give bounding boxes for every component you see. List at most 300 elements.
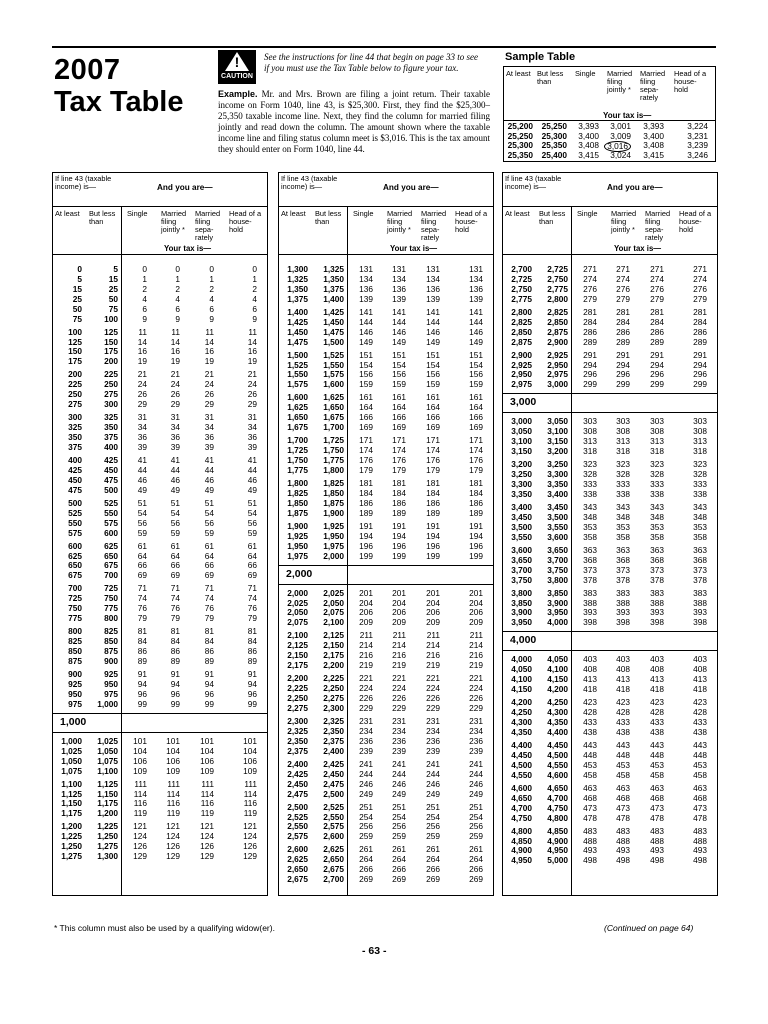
table1-cell-btl: 25 [108, 283, 118, 294]
table3-cell-sg: 276 [583, 283, 597, 294]
table3-cell-hh: 418 [693, 684, 707, 695]
table3-cell-ms: 428 [650, 707, 664, 718]
table1-cell-ms: 91 [204, 669, 214, 679]
table2-cell-ms: 169 [426, 422, 440, 433]
table3-cell-btl: 4,900 [547, 835, 568, 846]
table1-row [52, 799, 267, 808]
table1-row [52, 614, 267, 623]
table3-cell-ms: 393 [650, 607, 664, 618]
table3-cell-sg: 368 [583, 554, 597, 565]
sample-col-single: Single [575, 69, 596, 78]
table3-cell-hh: 428 [693, 707, 707, 718]
table1-cell-btl: 200 [104, 356, 118, 367]
table2-cell-atl: 2,675 [287, 874, 308, 885]
table1-cell-atl: 1,125 [61, 788, 82, 799]
table2-cell-mj: 266 [392, 864, 406, 875]
table3-row [502, 589, 717, 598]
table3-cell-hh: 383 [693, 587, 707, 598]
table1-cell-btl: 1,100 [97, 765, 118, 776]
table1-cell-btl: 1,075 [97, 755, 118, 766]
table1-cell-mj: 119 [166, 808, 180, 819]
table3-cell-hh: 413 [693, 674, 707, 685]
table3-row [502, 308, 717, 317]
table2-cell-btl: 2,125 [323, 630, 344, 641]
table2-cell-sg: 264 [359, 854, 373, 865]
table1-cell-mj: 96 [170, 688, 180, 699]
table3-cell-btl: 4,500 [547, 749, 568, 760]
table1-cell-hh: 16 [247, 346, 257, 357]
table3-cell-ms: 358 [650, 531, 664, 542]
table2-cell-hh: 176 [469, 455, 483, 465]
table3-cell-sg: 498 [583, 855, 597, 866]
table1-cell-btl: 975 [104, 688, 118, 699]
table1-cell-ms: 16 [204, 346, 214, 357]
table3-row [502, 846, 717, 855]
table1-row [52, 443, 267, 452]
table2-row [278, 285, 493, 294]
table1-row [52, 433, 267, 442]
table1-cell-atl: 975 [68, 698, 82, 709]
table3-cell-btl: 4,250 [547, 697, 568, 708]
table2-cell-sg: 246 [359, 778, 373, 789]
table2-cell-sg: 224 [359, 683, 373, 694]
table3-row [502, 655, 717, 664]
table2-cell-mj: 141 [392, 306, 406, 317]
caution-icon: ! CAUTION [218, 50, 256, 84]
table2-cell-btl: 1,800 [323, 464, 344, 475]
table1-cell-atl: 450 [68, 474, 82, 485]
table1-cell-mj: 31 [170, 412, 180, 423]
table2-cell-btl: 1,425 [323, 306, 344, 317]
table2-cell-atl: 2,175 [287, 660, 308, 671]
table3-row [502, 728, 717, 737]
table1-cell-ms: 4 [209, 293, 214, 304]
table2-cell-hh: 261 [469, 844, 483, 855]
table3-cell-sg: 373 [583, 564, 597, 575]
table3-cell-atl: 4,750 [511, 812, 532, 823]
table2-cell-sg: 139 [359, 293, 373, 304]
table2-cell-ms: 166 [426, 412, 440, 423]
table3-cell-atl: 4,550 [511, 769, 532, 780]
table1-cell-atl: 850 [68, 646, 82, 656]
table2-cell-mj: 241 [392, 758, 406, 769]
table2-cell-btl: 2,500 [323, 788, 344, 799]
table3-cell-btl: 3,000 [547, 379, 568, 390]
table3-cell-ms: 468 [650, 792, 664, 803]
table3-cell-hh: 438 [693, 726, 707, 737]
table1-cell-mj: 114 [166, 788, 180, 799]
table3-cell-ms: 284 [650, 316, 664, 327]
table1-cell-sg: 101 [133, 735, 147, 746]
table2-cell-mj: 166 [392, 412, 406, 423]
table1-cell-hh: 51 [247, 497, 257, 508]
table1-row [52, 561, 267, 570]
table1-cell-sg: 99 [137, 698, 147, 709]
table3-cell-atl: 4,200 [511, 697, 532, 708]
table3-row [502, 751, 717, 760]
table3-cell-hh: 318 [693, 446, 707, 457]
table1-cell-atl: 675 [68, 570, 82, 581]
table1-cell-atl: 200 [68, 369, 82, 380]
table2-row [278, 351, 493, 360]
table3-cell-mj: 294 [616, 359, 630, 370]
table3-cell-hh: 343 [693, 502, 707, 512]
table3-cell-btl: 3,800 [547, 574, 568, 585]
table3-cell-mj: 353 [616, 521, 630, 532]
table2-cell-sg: 136 [359, 283, 373, 294]
table2-cell-atl: 1,575 [287, 379, 308, 390]
table3-cell-atl: 2,800 [511, 306, 532, 317]
table1-row [52, 552, 267, 561]
table3-cell-hh: 291 [693, 349, 707, 360]
table3-cell-ms: 318 [650, 446, 664, 457]
table2-cell-mj: 209 [392, 617, 406, 628]
table3-cell-sg: 333 [583, 479, 597, 489]
table1-cell-hh: 29 [247, 399, 257, 410]
table2-cell-hh: 146 [469, 326, 483, 337]
table1-cell-hh: 91 [247, 669, 257, 679]
table2-cell-btl: 1,975 [323, 540, 344, 551]
table3-cell-ms: 493 [650, 845, 664, 856]
table3-cell-ms: 438 [650, 726, 664, 737]
table2-cell-mj: 191 [392, 520, 406, 531]
table1-cell-mj: 56 [170, 517, 180, 528]
table1-cell-btl: 750 [104, 593, 118, 604]
table1-cell-sg: 71 [137, 583, 147, 594]
table1-cell-btl: 600 [104, 527, 118, 538]
table2-cell-sg: 159 [359, 379, 373, 390]
table1-cell-hh: 116 [243, 798, 257, 809]
table2-cell-sg: 176 [359, 455, 373, 465]
table3-cell-ms: 453 [650, 759, 664, 770]
table3-cell-btl: 4,200 [547, 684, 568, 695]
table2-cell-sg: 234 [359, 725, 373, 736]
table2-cell-sg: 216 [359, 650, 373, 661]
table2-cell-atl: 2,650 [287, 864, 308, 875]
table3-row [502, 566, 717, 575]
table1-cell-sg: 61 [137, 540, 147, 551]
table1-cell-ms: 31 [204, 412, 214, 423]
table3-row [502, 513, 717, 522]
table2-cell-ms: 151 [426, 349, 440, 360]
table1-cell-mj: 59 [170, 527, 180, 538]
table1-cell-atl: 1,025 [61, 745, 82, 756]
table2-cell-hh: 194 [469, 530, 483, 541]
table3-cell-atl: 2,725 [511, 273, 532, 284]
table2-cell-btl: 1,500 [323, 336, 344, 347]
table1-cell-sg: 116 [133, 798, 147, 809]
table1-cell-atl: 50 [72, 303, 82, 314]
table1-cell-mj: 51 [170, 497, 180, 508]
table2-cell-sg: 141 [359, 306, 373, 317]
table2-cell-hh: 144 [469, 316, 483, 327]
table2-cell-hh: 211 [469, 630, 483, 641]
table3-cell-sg: 448 [583, 749, 597, 760]
table1-cell-atl: 500 [68, 497, 82, 508]
table3-cell-mj: 498 [616, 855, 630, 866]
table3-row [502, 576, 717, 585]
table1-cell-ms: 104 [200, 745, 214, 756]
table1-cell-btl: 1,225 [97, 821, 118, 832]
table3-cell-ms: 303 [650, 416, 664, 427]
table2-cell-sg: 256 [359, 821, 373, 832]
table2-cell-atl: 1,975 [287, 550, 308, 561]
table1-cell-hh: 119 [243, 808, 257, 819]
table3-cell-btl: 2,775 [547, 283, 568, 294]
table3-cell-hh: 353 [693, 521, 707, 532]
table3-cell-sg: 274 [583, 273, 597, 284]
table3-cell-ms: 343 [650, 502, 664, 512]
sample-cell-5: 3,231 [687, 130, 708, 141]
table1-cell-btl: 15 [108, 273, 118, 284]
table3-cell-btl: 4,150 [547, 674, 568, 685]
table1-cell-atl: 750 [68, 603, 82, 614]
table1-cell-ms: 54 [204, 507, 214, 518]
table2-cell-atl: 1,900 [287, 520, 308, 531]
table2-cell-hh: 231 [469, 716, 483, 726]
table2-cell-sg: 239 [359, 745, 373, 756]
page-title: Tax Table [54, 86, 184, 118]
table3-cell-hh: 478 [693, 812, 707, 823]
table1-cell-hh: 46 [247, 474, 257, 485]
table2-cell-ms: 204 [426, 597, 440, 608]
table1-cell-sg: 41 [137, 455, 147, 465]
table1-cell-btl: 875 [104, 646, 118, 656]
table3-cell-ms: 403 [650, 654, 664, 665]
table3-cell-btl: 2,975 [547, 369, 568, 380]
table1-cell-sg: 56 [137, 517, 147, 528]
table1-row [52, 627, 267, 636]
sample-cell-4: 3,415 [643, 149, 664, 160]
table3-cell-atl: 4,250 [511, 707, 532, 718]
table1-row [52, 413, 267, 422]
table2-cell-ms: 194 [426, 530, 440, 541]
table2-cell-mj: 201 [392, 587, 406, 598]
table1-cell-atl: 1,225 [61, 831, 82, 842]
table3-cell-mj: 438 [616, 726, 630, 737]
table1-cell-atl: 100 [68, 326, 82, 337]
table2-cell-ms: 146 [426, 326, 440, 337]
table3-cell-atl: 2,925 [511, 359, 532, 370]
table3-cell-ms: 289 [650, 336, 664, 347]
table2-row [278, 466, 493, 475]
table3-cell-atl: 2,700 [511, 264, 532, 274]
table3-cell-atl: 3,150 [511, 446, 532, 457]
table3-cell-mj: 428 [616, 707, 630, 718]
table1-row [52, 499, 267, 508]
table2-cell-atl: 1,375 [287, 293, 308, 304]
table2-cell-btl: 1,325 [323, 264, 344, 274]
table2-cell-mj: 229 [392, 702, 406, 713]
table3-cell-sg: 313 [583, 436, 597, 447]
table3-cell-hh: 368 [693, 554, 707, 565]
table3-cell-ms: 458 [650, 769, 664, 780]
table3-cell-sg: 433 [583, 717, 597, 727]
table3-cell-mj: 279 [616, 293, 630, 304]
table1-cell-sg: 64 [137, 550, 147, 561]
table3-cell-hh: 448 [693, 749, 707, 760]
table1-cell-btl: 175 [104, 346, 118, 357]
table2-cell-atl: 1,325 [287, 273, 308, 284]
table2-cell-atl: 1,650 [287, 412, 308, 423]
table3-row [502, 417, 717, 426]
table1-row [52, 737, 267, 746]
table2-cell-hh: 236 [469, 735, 483, 746]
table2-cell-mj: 184 [392, 487, 406, 498]
table3-cell-atl: 3,250 [511, 469, 532, 480]
table3-cell-sg: 291 [583, 349, 597, 360]
table1-cell-atl: 5 [77, 273, 82, 284]
table1-cell-mj: 84 [170, 636, 180, 647]
table3-cell-btl: 3,100 [547, 426, 568, 437]
table1-cell-sg: 111 [134, 778, 147, 789]
table3-cell-atl: 3,300 [511, 479, 532, 489]
table2-cell-sg: 229 [359, 702, 373, 713]
table1-cell-mj: 0 [175, 264, 180, 274]
table1-cell-btl: 575 [104, 517, 118, 528]
table1-cell-atl: 650 [68, 560, 82, 571]
table1-cell-hh: 124 [243, 831, 257, 842]
table2-cell-atl: 2,425 [287, 768, 308, 779]
table1-cell-btl: 225 [104, 369, 118, 380]
table2-cell-sg: 156 [359, 369, 373, 380]
table2-cell-sg: 206 [359, 607, 373, 618]
table1-cell-mj: 54 [170, 507, 180, 518]
table3-cell-hh: 393 [693, 607, 707, 618]
table2-row [278, 822, 493, 831]
table3-cell-mj: 274 [616, 273, 630, 284]
table1-cell-btl: 850 [104, 636, 118, 647]
table1-cell-sg: 89 [137, 655, 147, 666]
table3-cell-btl: 3,550 [547, 521, 568, 532]
table2-cell-ms: 209 [426, 617, 440, 628]
table3-cell-btl: 3,300 [547, 469, 568, 480]
table1-cell-atl: 400 [68, 455, 82, 465]
sample-cell-0: 25,200 [507, 121, 533, 131]
footnote: * This column must also be used by a qualifying widow(er). [54, 923, 275, 933]
table1-cell-btl: 100 [104, 313, 118, 324]
table3-cell-sg: 383 [583, 587, 597, 598]
table3-cell-atl: 4,700 [511, 802, 532, 813]
table1-row [52, 529, 267, 538]
table3-cell-mj: 413 [616, 674, 630, 685]
table3-cell-mj: 373 [616, 564, 630, 575]
table1-if-line-label: If line 43 (taxable income) is— [55, 174, 112, 191]
table1-cell-atl: 825 [68, 636, 82, 647]
table1-row [52, 380, 267, 389]
table1-cell-hh: 111 [244, 778, 257, 789]
table1-cell-atl: 600 [68, 540, 82, 551]
table2-row [278, 674, 493, 683]
table1-cell-mj: 91 [170, 669, 180, 679]
table1-cell-hh: 76 [247, 603, 257, 614]
table3-row [502, 447, 717, 456]
table1-cell-sg: 96 [137, 688, 147, 699]
table2-cell-sg: 161 [359, 392, 373, 403]
table1-cell-mj: 29 [170, 399, 180, 410]
table3-cell-ms: 473 [650, 802, 664, 813]
table3-row [502, 761, 717, 770]
table1-row [52, 690, 267, 699]
table1-cell-mj: 44 [170, 464, 180, 475]
table1-col-but_less: But less than [89, 209, 116, 226]
table3-cell-atl: 4,400 [511, 740, 532, 750]
table3-cell-mj: 408 [616, 664, 630, 675]
table3-cell-sg: 358 [583, 531, 597, 542]
table2-cell-hh: 221 [469, 673, 483, 684]
table3-cell-atl: 2,750 [511, 283, 532, 294]
table2-cell-mj: 234 [392, 725, 406, 736]
table3-cell-sg: 289 [583, 336, 597, 347]
table2-cell-mj: 244 [392, 768, 406, 779]
table3-cell-btl: 3,150 [547, 436, 568, 447]
table1-cell-btl: 375 [104, 432, 118, 442]
table2-cell-sg: 249 [359, 788, 373, 799]
table3-cell-btl: 4,650 [547, 782, 568, 793]
table3-cell-ms: 276 [650, 283, 664, 294]
table2-cell-ms: 131 [426, 264, 440, 274]
table3-cell-btl: 5,000 [547, 855, 568, 866]
table2-row [278, 727, 493, 736]
table3-cell-sg: 463 [583, 782, 597, 793]
table2-cell-hh: 244 [469, 768, 483, 779]
table2-cell-sg: 201 [359, 587, 373, 598]
table1-cell-ms: 79 [204, 613, 214, 624]
table1-cell-mj: 89 [170, 655, 180, 666]
table2-cell-atl: 1,450 [287, 326, 308, 337]
table3-row [502, 784, 717, 793]
table1-row [52, 842, 267, 851]
table1-cell-btl: 525 [104, 497, 118, 508]
table2-cell-hh: 164 [469, 402, 483, 413]
table2-cell-sg: 241 [359, 758, 373, 769]
table3-cell-ms: 443 [650, 740, 664, 750]
table2-cell-atl: 1,400 [287, 306, 308, 317]
table2-cell-hh: 151 [469, 349, 483, 360]
table1-cell-hh: 49 [247, 484, 257, 495]
table2-col-single: Single [353, 209, 374, 218]
table3-cell-hh: 358 [693, 531, 707, 542]
table1-cell-sg: 26 [137, 389, 147, 400]
table2-cell-sg: 254 [359, 811, 373, 822]
table2-cell-btl: 2,375 [323, 735, 344, 746]
table1-cell-sg: 24 [137, 379, 147, 390]
table1-cell-sg: 21 [137, 369, 147, 380]
table3-cell-btl: 4,750 [547, 802, 568, 813]
table2-cell-atl: 1,475 [287, 336, 308, 347]
table2-cell-hh: 134 [469, 273, 483, 284]
table3-cell-hh: 276 [693, 283, 707, 294]
table3-cell-ms: 299 [650, 379, 664, 390]
table1-cell-btl: 1,150 [97, 788, 118, 799]
table2-cell-atl: 2,225 [287, 683, 308, 694]
table1-cell-hh: 81 [247, 626, 257, 637]
table1-cell-atl: 1,000 [61, 735, 82, 746]
table2-sec-rule-top [278, 565, 494, 566]
table1-cell-atl: 700 [68, 583, 82, 594]
table3-cell-atl: 3,600 [511, 544, 532, 555]
table3-cell-ms: 323 [650, 459, 664, 470]
table2-cell-sg: 261 [359, 844, 373, 855]
table1-cell-ms: 99 [204, 698, 214, 709]
table2-cell-ms: 134 [426, 273, 440, 284]
table2-cell-btl: 2,325 [323, 716, 344, 726]
table2-cell-atl: 1,625 [287, 402, 308, 413]
table2-cell-mj: 261 [392, 844, 406, 855]
table3-cell-sg: 483 [583, 825, 597, 836]
table3-cell-hh: 473 [693, 802, 707, 813]
table1-cell-sg: 91 [137, 669, 147, 679]
